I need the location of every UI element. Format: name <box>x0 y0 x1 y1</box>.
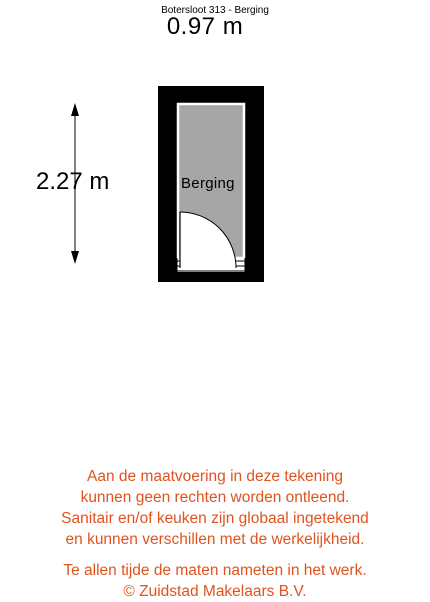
copyright-line: © Zuidstad Makelaars B.V. <box>123 583 307 600</box>
double-arrow-icon <box>71 103 79 264</box>
plan-title: Botersloot 313 - Berging <box>161 5 269 16</box>
disclaimer-line: en kunnen verschillen met de werkelijkheid. <box>65 531 365 548</box>
disclaimer-text <box>0 466 430 602</box>
disclaimer-line: kunnen geen rechten worden ontleend. <box>80 489 350 506</box>
width-dimension-label: 0.97 m <box>166 13 244 40</box>
height-dimension-label: 2.27 m <box>36 168 110 195</box>
disclaimer-gap <box>0 550 430 560</box>
arrow-head-top <box>71 103 79 116</box>
disclaimer-line: Aan de maatvoering in deze tekening <box>87 468 343 485</box>
disclaimer-line: Te allen tijde de maten nameten in het werk. <box>63 562 367 579</box>
room-label: Berging <box>181 175 235 192</box>
disclaimer-line: Sanitair en/of keuken zijn globaal ingetekend <box>61 510 369 527</box>
arrow-head-bottom <box>71 251 79 264</box>
